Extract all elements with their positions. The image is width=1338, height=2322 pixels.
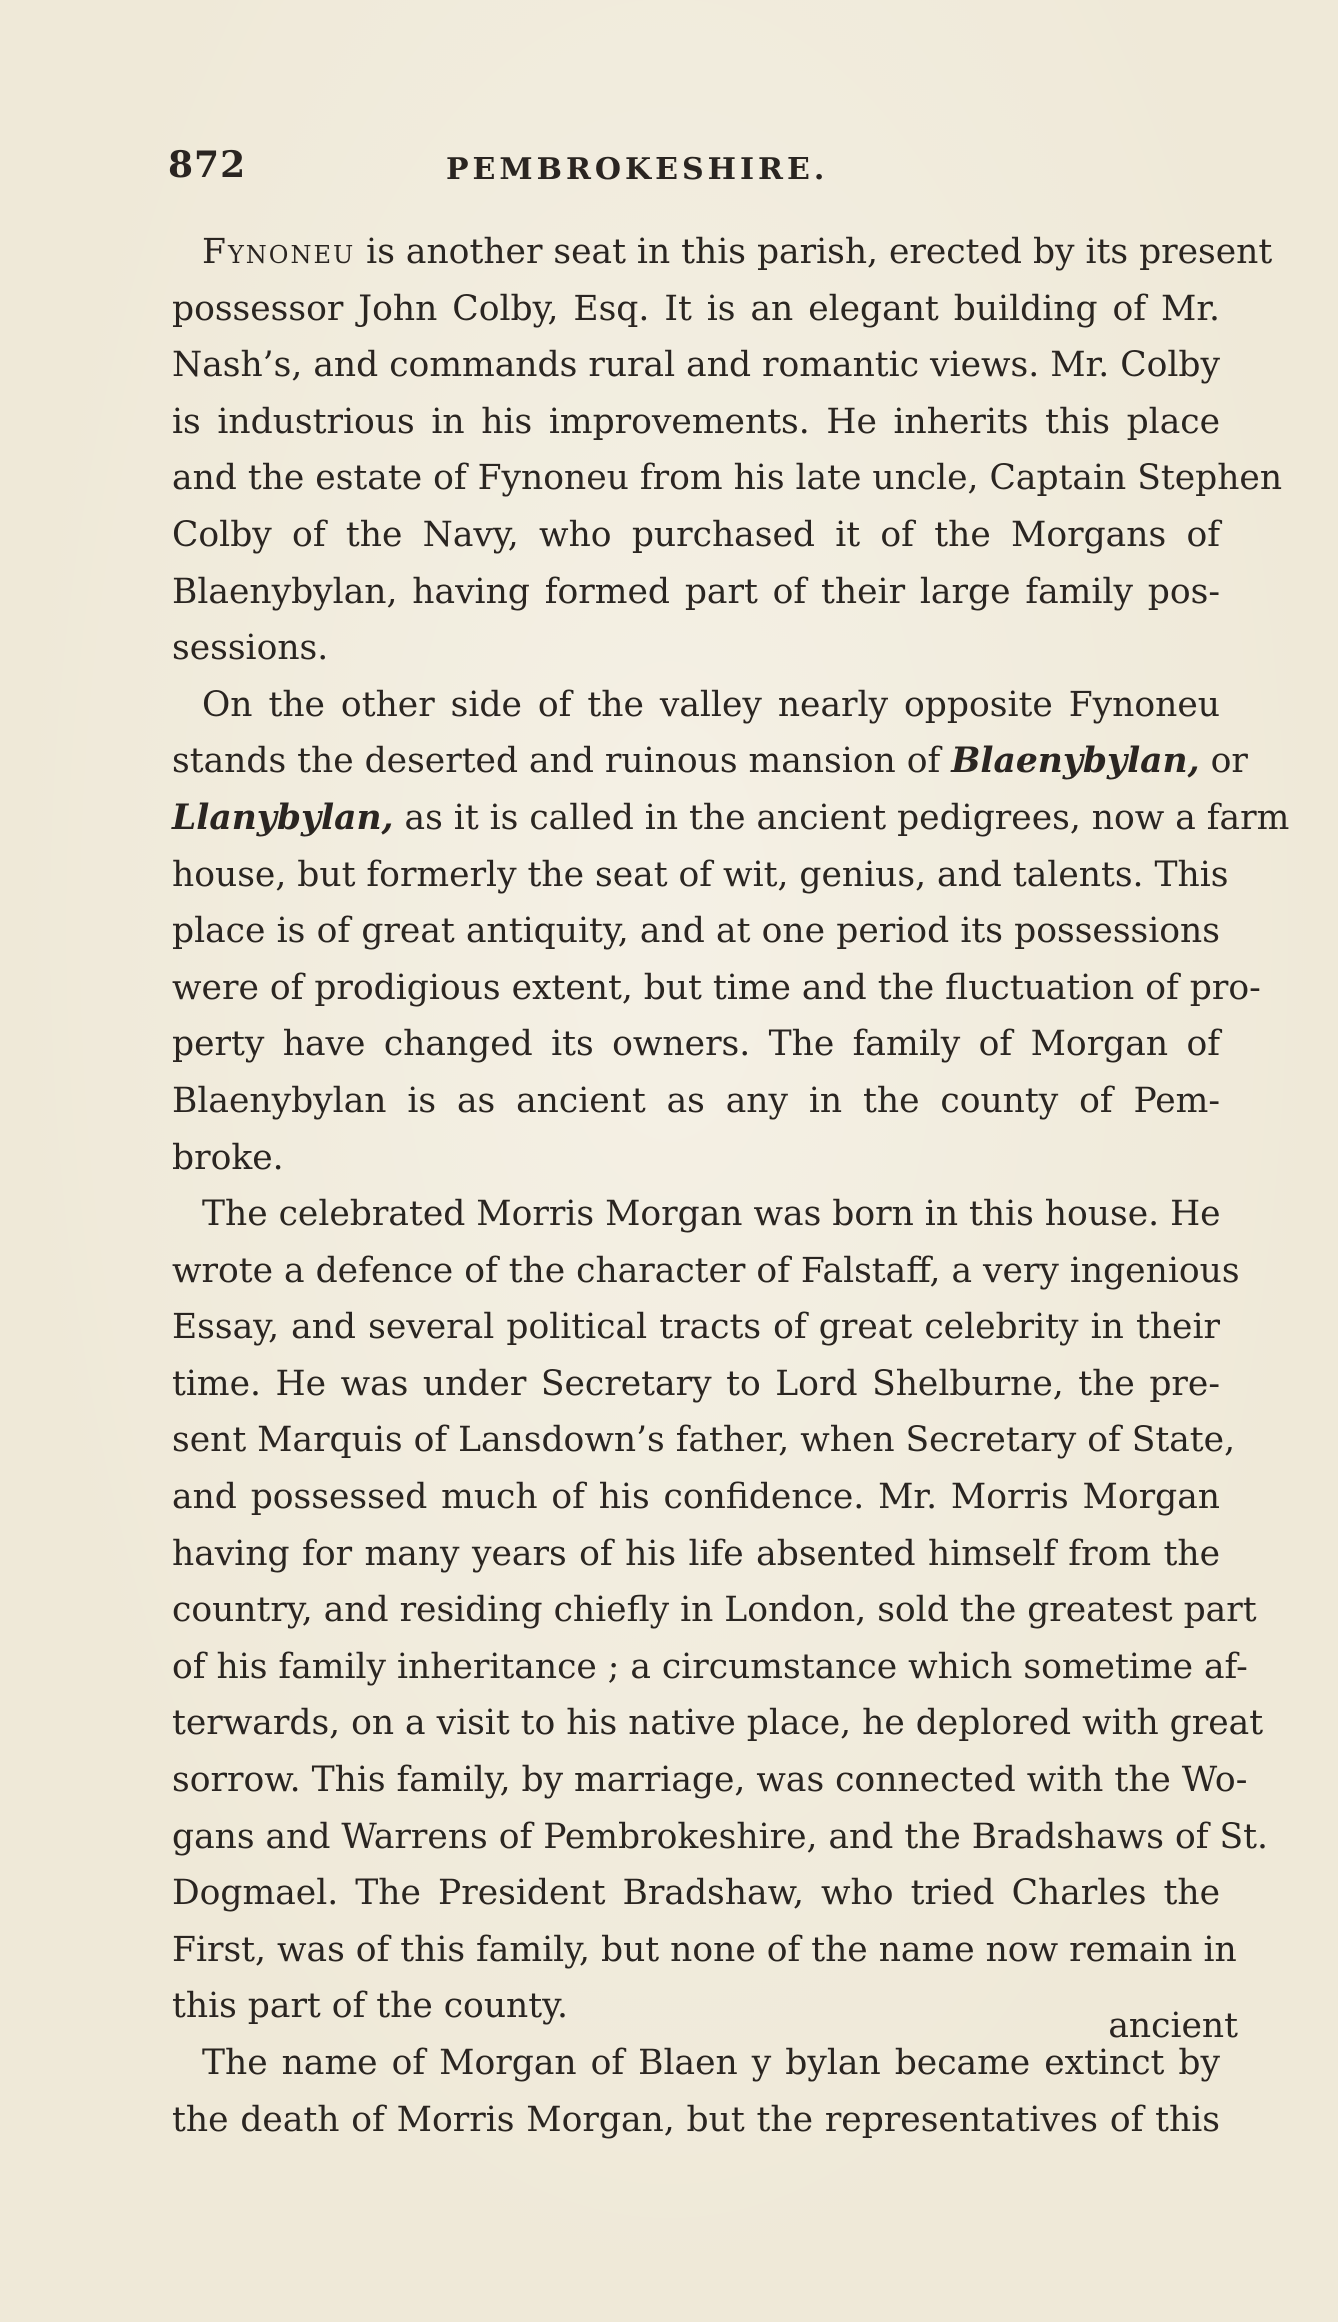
line-text: as it is called in the ancient pedigrees, now a farm: [393, 797, 1290, 838]
text-line: house, but formerly the seat of wit, genius, and talents. This: [172, 854, 1229, 895]
page-number: 872: [168, 144, 247, 186]
line-text: or: [1199, 741, 1248, 782]
text-line: time. He was under Secretary to Lord Shelburne, the pre-: [172, 1363, 1220, 1404]
text-line: possessor John Colby, Esq. It is an elegant building of Mr.: [172, 288, 1220, 329]
paragraph-fynoneu: [172, 224, 1283, 677]
text-line: The celebrated Morris Morgan was born in this house. He: [202, 1194, 1221, 1235]
text-line: Dogmael. The President Bradshaw, who tried Charles the: [172, 1873, 1220, 1914]
text-line: having for many years of his life absented himself from the: [172, 1533, 1220, 1574]
paragraph-extinct-name: [172, 2035, 1220, 2148]
line-text: stands the deserted and ruinous mansion of: [172, 741, 952, 782]
line-text: is another seat in this parish, erected by its present: [355, 232, 1273, 272]
paragraph-morris-morgan: [172, 1186, 1268, 2035]
text-line: [172, 790, 1290, 847]
text-line: Nash’s, and commands rural and romantic views. Mr. Colby: [172, 345, 1220, 386]
text-line: and possessed much of his confidence. Mr. Morris Morgan: [172, 1477, 1220, 1518]
text-line: country, and residing chiefly in London, sold the greatest part: [172, 1590, 1257, 1631]
text-line: were of prodigious extent, but time and the fluctuation of pro-: [172, 967, 1261, 1008]
text-line: On the other side of the valley nearly opposite Fynoneu: [202, 684, 1220, 725]
text-line: broke.: [172, 1137, 284, 1178]
text-line: The name of Morgan of Blaen y bylan became extinct by: [202, 2043, 1220, 2083]
text-line: Colby of the Navy, who purchased it of the Morgans of: [172, 514, 1220, 555]
lead-word: Fynoneu: [202, 232, 356, 272]
text-line: place is of great antiquity, and at one period its possessions: [172, 911, 1220, 952]
text-line: sessions.: [172, 628, 329, 669]
text-line: of his family inheritance ; a circumstance which sometime af-: [172, 1646, 1248, 1687]
text-line: and the estate of Fynoneu from his late uncle, Captain Stephen: [172, 458, 1283, 499]
catchword: ancient: [1108, 2006, 1238, 2046]
text-line: First, was of this family, but none of the name now remain in: [172, 1929, 1237, 1970]
text-line: wrote a defence of the character of Falstaff, a very ingenious: [172, 1250, 1240, 1291]
text-line: Blaenybylan is as ancient as any in the county of Pem-: [172, 1080, 1220, 1121]
text-line: perty have changed its owners. The family of Morgan of: [172, 1024, 1220, 1065]
text-line: terwards, on a visit to his native place, he deplored with great: [172, 1703, 1264, 1744]
text-line: [172, 733, 1248, 790]
text-line: is industrious in his improvements. He inherits this place: [172, 401, 1220, 442]
paragraph-blaenybylan: [172, 677, 1290, 1186]
text-line: the death of Morris Morgan, but the representatives of this: [172, 2099, 1220, 2140]
text-line: Essay, and several political tracts of great celebrity in their: [172, 1307, 1220, 1348]
body-text: [172, 224, 1290, 2148]
text-line: sent Marquis of Lansdown’s father, when Secretary of State,: [172, 1420, 1236, 1461]
text-line: this part of the county.: [172, 1986, 569, 2027]
running-head: PEMBROKESHIRE.: [446, 152, 829, 187]
italic-place-name: Blaenybylan,: [951, 741, 1200, 782]
text-line: gans and Warrens of Pembrokeshire, and the Bradshaws of St.: [172, 1816, 1268, 1857]
text-line: [172, 224, 1273, 281]
text-line: Blaenybylan, having formed part of their large family pos-: [172, 571, 1220, 612]
italic-place-name: Llanybylan,: [172, 797, 394, 838]
text-line: sorrow. This family, by marriage, was connected with the Wo-: [172, 1760, 1248, 1801]
page-header: [168, 138, 1288, 198]
